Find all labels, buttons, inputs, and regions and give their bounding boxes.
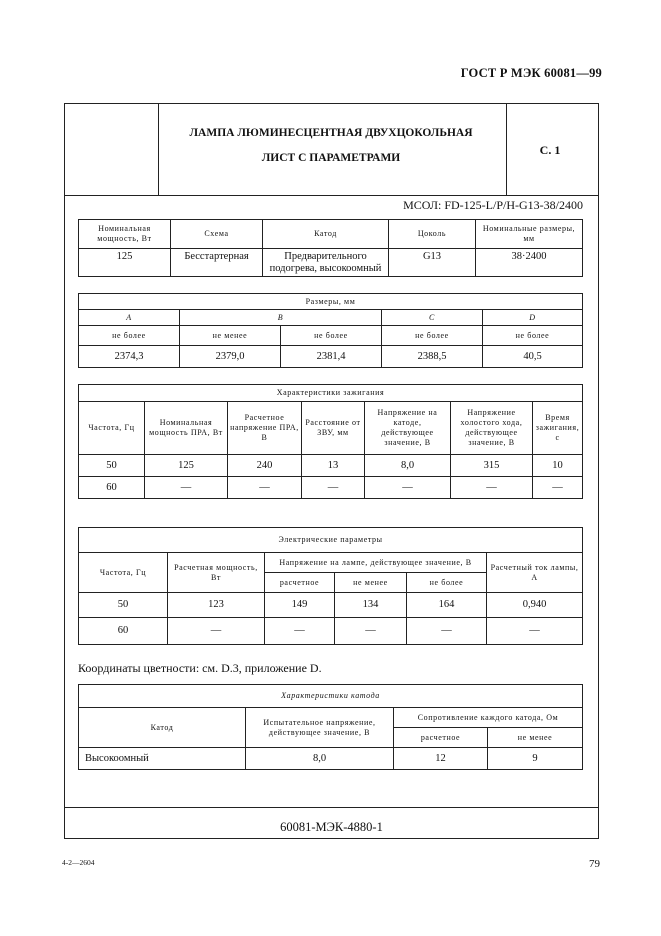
footer-rule <box>65 807 598 808</box>
ignition-cell: 13 <box>302 455 365 477</box>
dimension-limit: не менее <box>180 326 281 346</box>
ignition-header: Номинальная мощность ПРА, Вт <box>145 402 228 455</box>
dimension-value: 2388,5 <box>382 346 483 368</box>
electrical-table <box>78 527 583 645</box>
cathode-table <box>78 684 583 770</box>
dimensions-table <box>78 293 583 368</box>
electrical-cell: 164 <box>407 593 487 618</box>
electrical-header: Расчетный ток лампы, А <box>487 553 583 593</box>
electrical-cell: — <box>407 618 487 645</box>
ignition-title: Характеристики зажигания <box>79 385 583 402</box>
dimension-letter: C <box>382 310 483 326</box>
dimension-letter: D <box>483 310 583 326</box>
print-code: 4-2—2604 <box>62 858 95 867</box>
dimension-letter: A <box>79 310 180 326</box>
dimension-limit: не более <box>382 326 483 346</box>
cathode-cell: Высокоомный <box>79 748 246 770</box>
electrical-cell: 50 <box>79 593 168 618</box>
electrical-cell: 0,940 <box>487 593 583 618</box>
electrical-subheader: расчетное <box>265 573 335 593</box>
electrical-cell: — <box>168 618 265 645</box>
electrical-title: Электрические параметры <box>79 528 583 553</box>
ignition-cell: 8,0 <box>365 455 451 477</box>
table1-header: Катод <box>263 220 389 249</box>
ignition-cell: 315 <box>451 455 533 477</box>
ignition-cell: 125 <box>145 455 228 477</box>
standard-header: ГОСТ Р МЭК 60081—99 <box>460 66 602 80</box>
title-divider-left <box>158 104 159 195</box>
dimension-limit: не более <box>281 326 382 346</box>
table1-header: Схема <box>171 220 263 249</box>
page-number: 79 <box>589 858 600 870</box>
cathode-cell: 9 <box>488 748 583 770</box>
cathode-subheader: расчетное <box>394 728 488 748</box>
ignition-cell: 10 <box>533 455 583 477</box>
dimension-value: 40,5 <box>483 346 583 368</box>
electrical-subheader: не более <box>407 573 487 593</box>
sheet-page: С. 1 <box>539 143 561 157</box>
cathode-header: Сопротивление каждого катода, Ом <box>394 708 583 728</box>
title-line-1: ЛАМПА ЛЮМИНЕСЦЕНТНАЯ ДВУХЦОКОЛЬНАЯ <box>189 127 473 139</box>
dimension-value: 2374,3 <box>79 346 180 368</box>
electrical-cell: 60 <box>79 618 168 645</box>
electrical-cell: 134 <box>335 593 407 618</box>
table1-cell: 38·2400 <box>476 249 583 277</box>
ignition-header: Напряжение на катоде, действующее значение, В <box>365 402 451 455</box>
ignition-cell: 240 <box>228 455 302 477</box>
electrical-cell: 123 <box>168 593 265 618</box>
cathode-subheader: не менее <box>488 728 583 748</box>
ignition-cell: 50 <box>79 455 145 477</box>
table1-cell: Бесстартерная <box>171 249 263 277</box>
ignition-cell: — <box>302 477 365 499</box>
dimension-limit: не более <box>79 326 180 346</box>
cathode-cell: 8,0 <box>246 748 394 770</box>
electrical-cell: — <box>487 618 583 645</box>
dimensions-title: Размеры, мм <box>79 294 583 310</box>
dimension-value: 2381,4 <box>281 346 382 368</box>
electrical-cell: — <box>265 618 335 645</box>
lamp-main-table <box>78 219 583 277</box>
lamp-designation: МСОЛ: FD-125-L/P/H-G13-38/2400 <box>403 198 583 212</box>
electrical-subheader: не менее <box>335 573 407 593</box>
electrical-cell: — <box>335 618 407 645</box>
ignition-header: Расчетное напряжение ПРА, В <box>228 402 302 455</box>
table1-header: Цоколь <box>389 220 476 249</box>
table1-cell: G13 <box>389 249 476 277</box>
cathode-cell: 12 <box>394 748 488 770</box>
ignition-header: Напряжение холостого хода, действующее значение, В <box>451 402 533 455</box>
ignition-header: Частота, Гц <box>79 402 145 455</box>
title-bottom-rule <box>65 195 598 196</box>
dimension-limit: не более <box>483 326 583 346</box>
electrical-header: Расчетная мощность, Вт <box>168 553 265 593</box>
dimension-letter: B <box>180 310 382 326</box>
cathode-header: Испытательное напряжение, действующее значение, В <box>246 708 394 748</box>
electrical-cell: 149 <box>265 593 335 618</box>
table1-cell: Предварительного подогрева, высокоомный <box>263 249 389 277</box>
electrical-header: Частота, Гц <box>79 553 168 593</box>
table1-header: Номинальные размеры, мм <box>476 220 583 249</box>
ignition-cell: — <box>533 477 583 499</box>
ignition-cell: — <box>145 477 228 499</box>
ignition-table <box>78 384 583 499</box>
cathode-title: Характеристики катода <box>79 685 583 708</box>
ignition-header: Время зажигания, с <box>533 402 583 455</box>
dimension-value: 2379,0 <box>180 346 281 368</box>
table1-header: Номинальная мощность, Вт <box>79 220 171 249</box>
ignition-cell: 60 <box>79 477 145 499</box>
ignition-header: Расстояние от ЗВУ, мм <box>302 402 365 455</box>
cathode-header: Катод <box>79 708 246 748</box>
table1-cell: 125 <box>79 249 171 277</box>
electrical-header: Напряжение на лампе, действующее значение, В <box>265 553 487 573</box>
ignition-cell: — <box>451 477 533 499</box>
ignition-cell: — <box>365 477 451 499</box>
ignition-cell: — <box>228 477 302 499</box>
sheet-number: 60081-МЭК-4880-1 <box>280 820 383 834</box>
chromaticity-note: Координаты цветности: см. D.3, приложение D. <box>78 661 322 675</box>
title-line-2: ЛИСТ С ПАРАМЕТРАМИ <box>261 152 401 164</box>
